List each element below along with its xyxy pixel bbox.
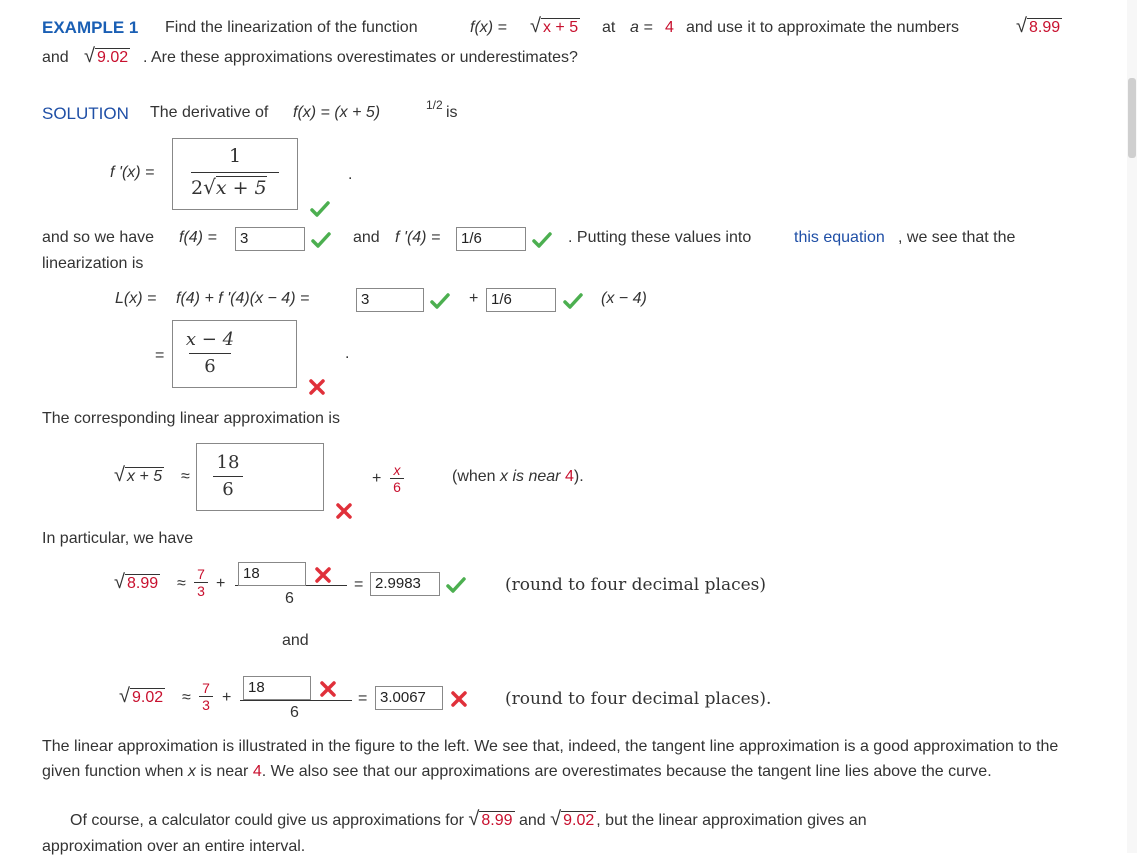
fprime-num: 1 [228,145,242,167]
example-num2: 9.02 [96,49,129,66]
row1-round: (round to four decimal places) [505,575,767,595]
row2-result-input[interactable]: 3.0067 [375,686,443,710]
conclusion-p2-b: , but the linear approximation gives an [596,812,867,829]
cross-icon [313,566,333,584]
particular-and: and [282,632,309,649]
lin-frac-answer-box[interactable] [172,320,297,388]
row1-frac [194,566,208,599]
row2-approx: ≈ [182,689,191,706]
fp4-input[interactable]: 1/6 [456,227,526,251]
cross-icon [307,378,327,396]
fprime-den: 2√x + 5 [191,175,267,199]
row2-rad: 9.02 [131,689,164,706]
example-text-find: Find the linearization of the function [165,19,418,36]
line2-we-see: , we see that the [898,229,1016,246]
check-icon [310,200,330,218]
example-a-eq: a = [630,19,653,36]
row2-input[interactable]: 18 [243,676,311,700]
row2-den: 6 [290,704,299,721]
lin-box1-input[interactable]: 3 [356,288,424,312]
solution-is: is [446,104,458,121]
cross-icon [318,680,338,698]
scrollbar[interactable] [1127,0,1137,853]
approx-close: ). [573,468,584,485]
example-num1: 8.99 [1028,19,1061,36]
row2-frac [199,680,213,713]
this-equation-link[interactable]: this equation [794,229,885,246]
row2-plus: + [222,689,232,706]
approx-x-frac [390,462,404,495]
example-label: EXAMPLE 1 [42,18,139,37]
example-question: . Are these approximations overestimates or underestimates? [143,49,578,66]
approx-when-line [452,468,584,486]
lin-frac-bar [189,353,231,354]
fprime-den-coef: 2 [191,177,204,199]
lin-lhs: L(x) = [115,290,157,307]
check-icon [532,231,552,249]
lin-period: . [345,345,350,362]
conclusion-p3: approximation over an entire interval. [42,838,306,855]
row2-frac-den: 3 [202,697,210,713]
cross-icon [449,690,469,708]
conclusion-paragraph-2: Of course, a calculator could give us approximations for √ 8.99 and √ 9.02 , but the linear approximation gives an [70,808,867,830]
conclusion-p1-x: x [187,763,196,780]
check-icon [311,231,331,249]
approx-frac-den: 6 [222,479,234,500]
line2-and-so: and so we have [42,229,155,246]
conclusion-p2-n1: 8.99 [481,812,513,829]
row1-approx: ≈ [177,575,186,592]
solution-deriv-text: The derivative of [150,104,269,121]
example-at: at [602,19,616,36]
scrollbar-thumb[interactable] [1128,78,1136,158]
example-num1-sqrt: √ 8.99 [1016,15,1061,37]
particular-intro: In particular, we have [42,530,194,547]
solution-fx-expr: f(x) = (x + 5) [293,104,381,121]
row1-eq: = [354,576,364,593]
f4-input[interactable]: 3 [235,227,305,251]
line2-f4: f(4) = [179,229,217,246]
lin-box2-input[interactable]: 1/6 [486,288,556,312]
row1-sqrt: √ 8.99 [114,571,159,593]
row2-sqrt: √ 9.02 [119,685,164,707]
row1-den: 6 [285,590,294,607]
row1-frac-den: 3 [197,583,205,599]
conclusion-p1-4: 4 [252,763,262,780]
solution-exponent: 1/2 [426,98,443,112]
fprime-den-rad: x + 5 [215,177,267,199]
row2-frac-num: 7 [202,680,210,696]
row1-input[interactable]: 18 [238,562,306,586]
example-use-it: and use it to approximate the numbers [686,19,960,36]
example-num2-sqrt: √ 9.02 [84,45,129,67]
cross-icon [334,502,354,520]
conclusion-p2-a: Of course, a calculator could give us approximations for [70,812,464,829]
row2-bar [240,700,352,701]
example-a-val: 4 [665,19,674,36]
fprime-label: f '(x) = [110,164,155,181]
approx-frac-num: 18 [216,452,240,473]
row2-round: (round to four decimal places). [505,689,772,709]
example-fx: f(x) = [470,19,507,36]
fprime-period: . [348,166,353,183]
conclusion-p2-and: and [519,812,546,829]
lin-frac-num: x − 4 [185,329,235,350]
lin-frac-den: 6 [204,356,216,377]
check-icon [430,292,450,310]
row1-result-input[interactable]: 2.9983 [370,572,440,596]
approx-near-val: 4 [564,468,574,485]
conclusion-p1-b: is near [200,763,249,780]
lin-tail: (x − 4) [601,290,647,307]
approx-when: (when [452,468,496,485]
approx-frac-answer-box[interactable] [196,443,324,511]
approx-x-num: x [393,462,401,478]
lin-plus: + [469,290,479,307]
conclusion-p2-n2: 9.02 [563,812,595,829]
approx-frac-bar [213,476,243,477]
approx-plus: + [372,470,382,487]
check-icon [563,292,583,310]
row1-plus: + [216,575,226,592]
lin-rhs: f(4) + f '(4)(x − 4) = [176,290,310,307]
approx-sqrt-content: x + 5 [126,468,163,485]
line2-and: and [353,229,380,246]
approx-intro: The corresponding linear approximation is [42,410,340,427]
approx-x-is-near: x is near [500,468,561,485]
line2-linearization-is: linearization is [42,255,144,272]
approx-sqrt: √ x + 5 [114,464,163,486]
example-sqrt-content: x + 5 [542,19,579,36]
conclusion-paragraph-1 [42,734,1082,784]
line2-fp4: f '(4) = [395,229,441,246]
conclusion-p1-a: The linear approximation is illustrated in the figure to the left. We see that, indeed, the tangent line approximation is a good approximation to the given function when [42,738,1059,780]
row2-eq: = [358,690,368,707]
line2-putting: . Putting these values into [568,229,752,246]
approx-sym: ≈ [181,468,190,485]
conclusion-p1-c: . We also see that our approximations are overestimates because the tangent line lies above the curve. [261,763,992,780]
row1-rad: 8.99 [126,575,159,592]
solution-label: SOLUTION [42,104,129,123]
approx-x-den: 6 [393,479,401,495]
fprime-answer-box[interactable] [172,138,298,210]
example-and: and [42,49,69,66]
check-icon [446,576,466,594]
fprime-bar [191,172,279,173]
row1-frac-num: 7 [197,566,205,582]
example-sqrt: √ x + 5 [530,15,579,37]
lin-eq: = [155,347,165,364]
